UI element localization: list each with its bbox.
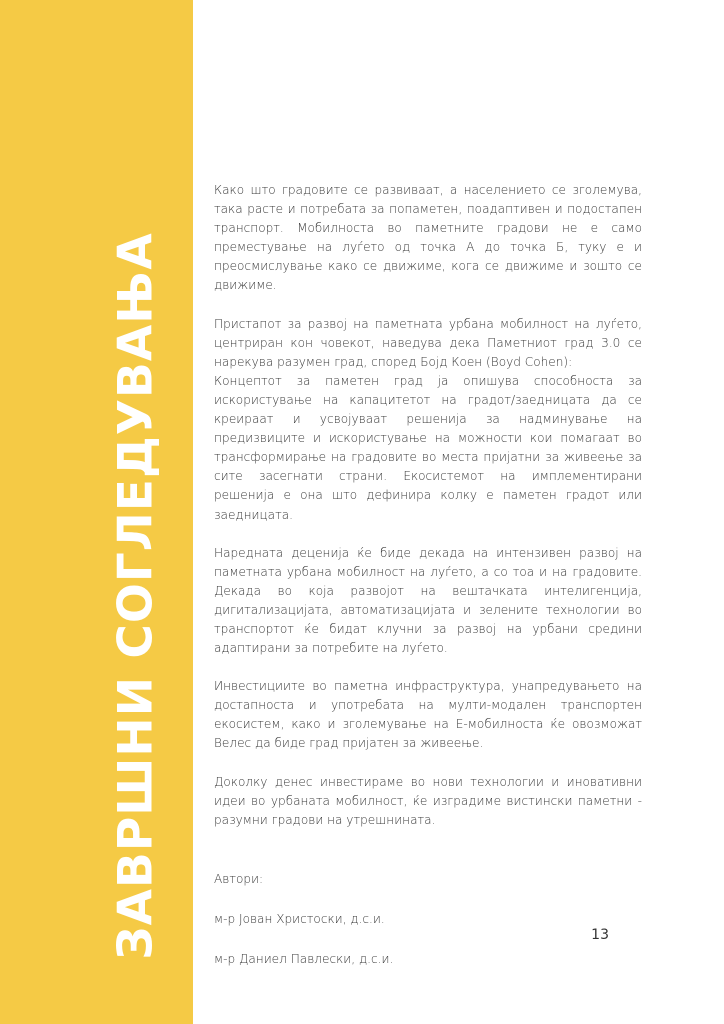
main-content [214, 181, 642, 969]
section-title: ЗАВРШНИ СОГЛЕДУВАЊА [108, 232, 164, 960]
paragraph-1: Како што градовите се развиваат, а населението се зголемува, така расте и потребата за попаметен, поадаптивен и подостапен транспорт. Мобилноста во паметните градови не е само преместување на луѓето од точка А до точка Б, туку е и преосмислување како се движиме, кога се движиме и зошто се движиме. [214, 183, 642, 293]
sidebar-band [0, 0, 193, 1024]
author-2: м-р Даниел Павлески, д.с.и. [214, 952, 394, 966]
paragraph-4: Инвестициите во паметна инфраструктура, унапредувањето на достапноста и употребата на мулти-модален транспортен екосистем, како и зголемување на Е-мобилноста ќе овозможат Велес да биде град пријатен за живеење. [214, 679, 642, 751]
author-1: м-р Јован Христоски, д.с.и. [214, 911, 385, 926]
page-number: 13 [591, 927, 609, 943]
paragraph-2-quote: Концептот за паметен град ја опишува способноста за искористување на капацитетот на градот/заедницата да се креираат и усвојуваат решенија за надминување на предизвиците и искористување на можности кои помагаат во трансформирање на градовите во места пријатни за живеење за сите засегнати страни. Екосистемот на имплементирани решенија е она што дефинира колку е паметен градот или заедницата. [214, 373, 642, 522]
paragraph-3: Наредната деценија ќе биде декада на интензивен развој на паметната урбана мобилност на луѓето, а со тоа и на градовите. Декада во која развојот на вештачката интелигенција, дигитализацијата, автоматизацијата и зелените технологии во транспортот ќе бидат клучни за развој на урбани средини адаптирани за потребите на луѓето. [214, 545, 642, 656]
authors-label: Автори: [214, 871, 264, 886]
paragraph-2-intro: Пристапот за развој на паметната урбана мобилност на луѓето, центриран кон човекот, наведува дека Паметниот град 3.0 се нарекува разумен град, според Бојд Коен (Boyd Cohen): [214, 316, 642, 369]
paragraph-5: Доколку денес инвестираме во нови технологии и иновативни идеи во урбаната мобилност, ќе изградиме вистински паметни - разумни градови на утрешнината. [214, 774, 642, 827]
